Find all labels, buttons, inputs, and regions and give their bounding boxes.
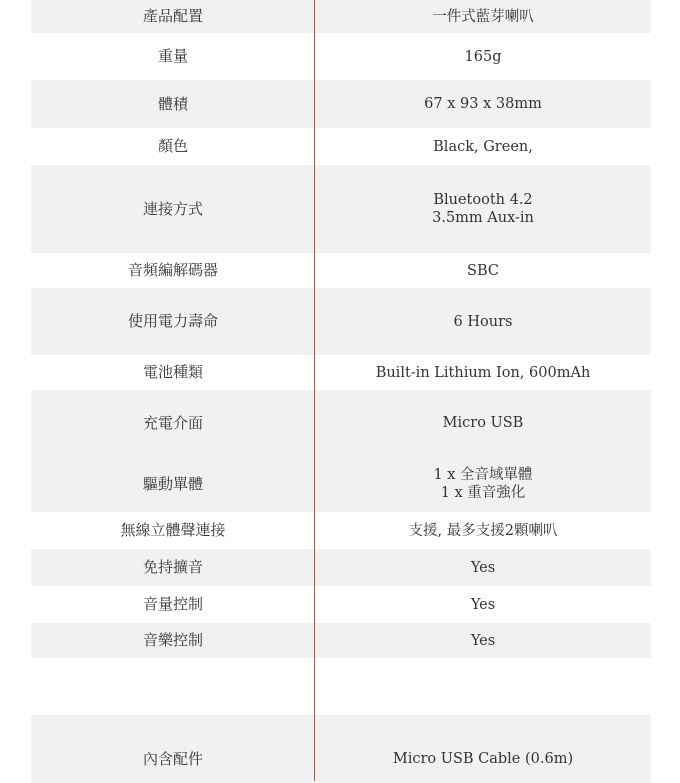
spec-value: 一件式藍芽喇叭 — [432, 8, 534, 25]
spec-label: 內含配件 — [142, 750, 203, 768]
spec-value: Yes — [470, 559, 496, 576]
spec-row-connection — [31, 165, 651, 253]
spec-value: Yes — [470, 596, 496, 613]
spec-value-line: 1 x 重音強化 — [440, 485, 526, 501]
spec-table — [31, 0, 651, 783]
spec-label: 音頻編解碼器 — [127, 261, 218, 279]
spec-value: Micro USB Cable (0.6m) — [392, 751, 574, 767]
spec-row-dimensions — [31, 80, 651, 128]
spec-row-volume-control — [31, 586, 651, 623]
spec-value-line: 3.5mm Aux-in — [432, 210, 534, 226]
spec-value: Black, Green, — [433, 138, 533, 155]
spec-row-battery-life — [31, 288, 651, 355]
spec-value — [315, 466, 651, 502]
spec-value: 165g — [464, 48, 502, 65]
spec-row-music-control — [31, 623, 651, 658]
spec-label: 音樂控制 — [142, 631, 203, 649]
spec-value: 67 x 93 x 38mm — [424, 96, 542, 112]
spec-label: 使用電力壽命 — [127, 312, 218, 330]
spec-label: 產品配置 — [142, 7, 203, 25]
spec-row-codec — [31, 253, 651, 288]
spec-label: 驅動單體 — [142, 474, 203, 493]
spec-row-weight — [31, 33, 651, 80]
spec-value: Yes — [470, 632, 496, 649]
spec-value: Micro USB — [442, 415, 524, 431]
spec-label: 連接方式 — [142, 199, 203, 218]
spec-label: 顏色 — [157, 137, 188, 155]
spec-row-drivers — [31, 456, 651, 512]
spec-label: 體積 — [157, 94, 188, 113]
spec-row-configuration — [31, 0, 651, 33]
spec-value: SBC — [467, 262, 499, 279]
spec-row-stereo-pairing — [31, 512, 651, 549]
spec-row-speakerphone — [31, 549, 651, 586]
spec-value: Built-in Lithium Ion, 600mAh — [375, 364, 591, 381]
spec-row-color — [31, 128, 651, 165]
spec-row-charging-port — [31, 390, 651, 456]
spec-label: 重量 — [157, 47, 188, 65]
spec-value — [315, 191, 651, 227]
spec-value: 支援, 最多支援2顆喇叭 — [408, 522, 558, 539]
spec-label: 免持擴音 — [142, 558, 203, 576]
spec-row-accessories — [31, 715, 651, 783]
spec-label: 音量控制 — [142, 595, 203, 613]
spec-value-line: 1 x 全音域單體 — [433, 467, 533, 483]
spec-label: 無線立體聲連接 — [120, 521, 226, 539]
spec-label: 充電介面 — [142, 413, 203, 432]
spec-row-empty — [31, 658, 651, 715]
spec-value: 6 Hours — [453, 313, 513, 330]
spec-value-line: Bluetooth 4.2 — [433, 192, 533, 208]
spec-row-battery-type — [31, 355, 651, 390]
spec-label: 電池種類 — [142, 363, 203, 381]
column-divider — [314, 0, 315, 781]
